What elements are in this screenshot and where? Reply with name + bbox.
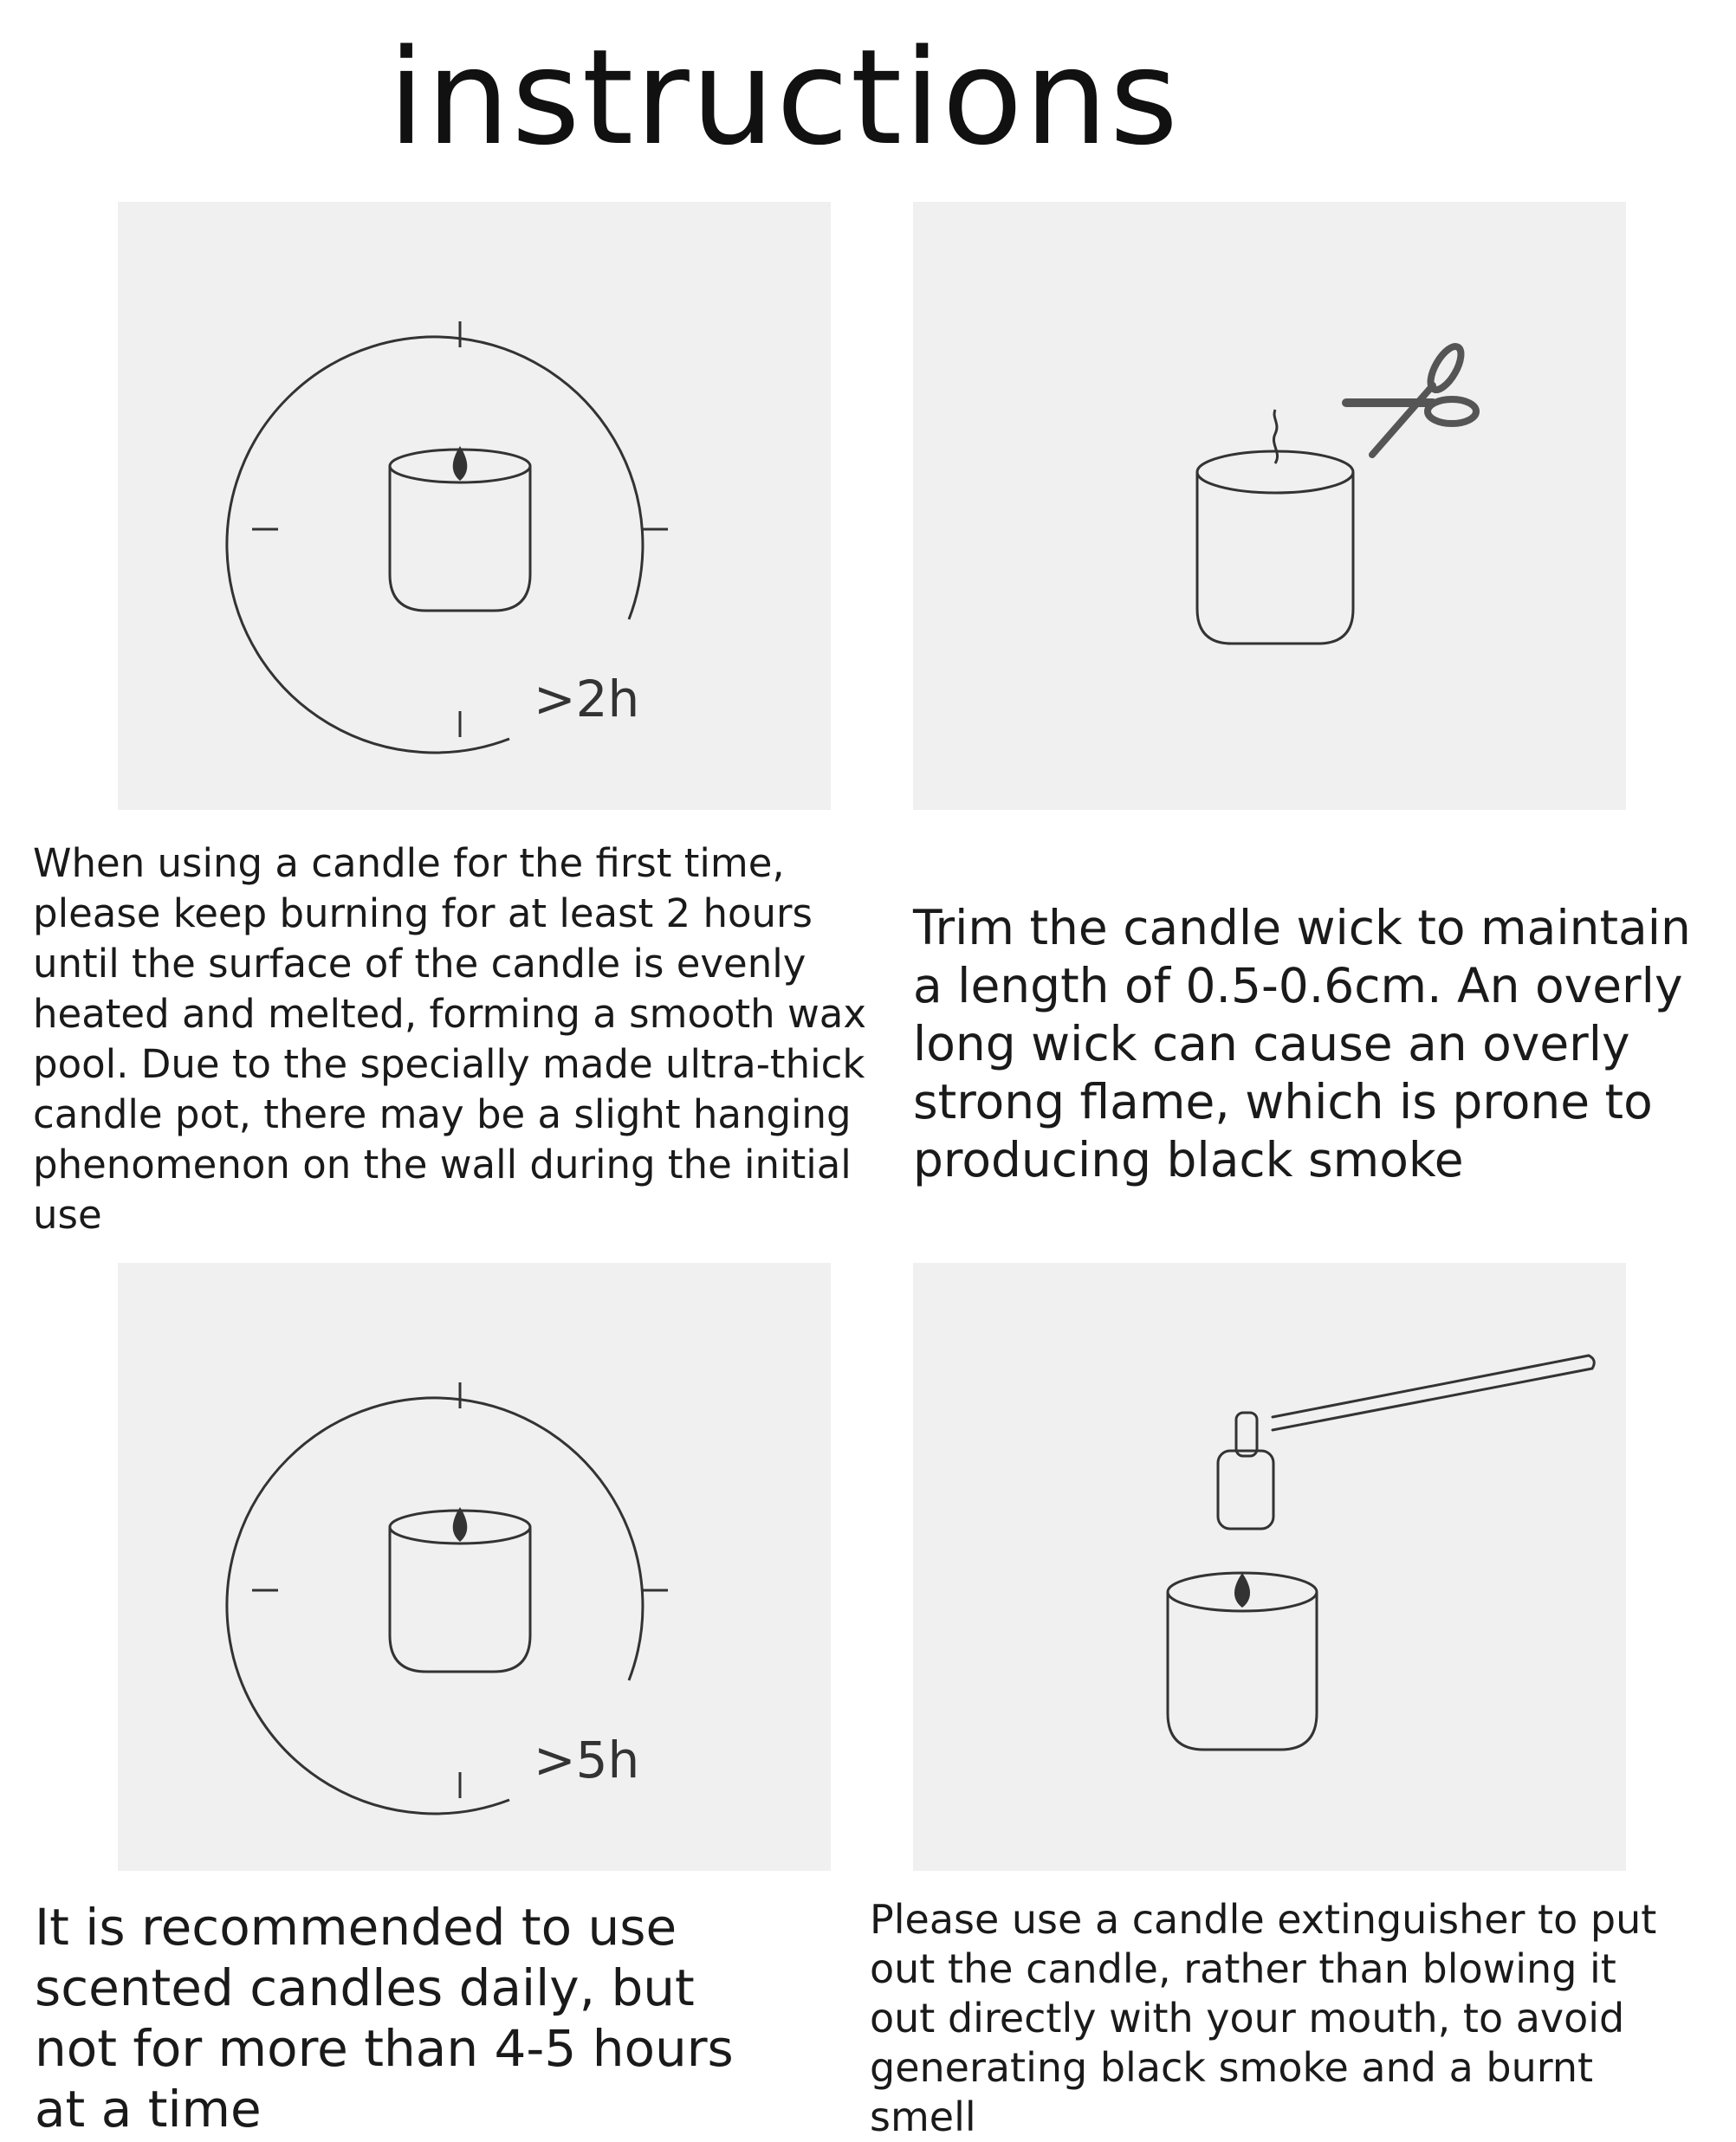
step-3-caption: It is recommended to use scented candles daily, but not for more than 4-5 hours at a time [35, 1898, 734, 2139]
duration-label: >5h [534, 1731, 640, 1789]
scissors-icon [1346, 342, 1476, 455]
step-3-illustration [118, 1263, 831, 1871]
step-2-illustration [913, 202, 1626, 810]
step-4-illustration [913, 1263, 1626, 1871]
flame-icon [453, 446, 468, 481]
wick-icon [1273, 410, 1277, 463]
candle-snuffer-icon [1218, 1356, 1594, 1529]
duration-label: >2h [534, 670, 640, 728]
step-1-illustration [118, 202, 831, 810]
step-2-caption: Trim the candle wick to maintain a length of 0.5-0.6cm. An overly long wick can cause an overly strong flame, which is prone to producing black smoke [913, 900, 1691, 1187]
page-title: instructions [387, 21, 1181, 174]
candle-icon [1197, 451, 1353, 644]
step-1-caption: When using a candle for the first time, please keep burning for at least 2 hours until the surface of the candle is evenly heated and melted, forming a smooth wax pool. Due to the specially made ultra-thick candle pot, there may be a slight hanging phenomenon on the wall during the initial use [33, 840, 866, 1238]
flame-icon [1234, 1573, 1250, 1608]
flame-icon [453, 1507, 468, 1542]
step-4-caption: Please use a candle extinguisher to put out the candle, rather than blowing it out directly with your mouth, to avoid generating black smoke and a burnt smell [870, 1896, 1657, 2140]
